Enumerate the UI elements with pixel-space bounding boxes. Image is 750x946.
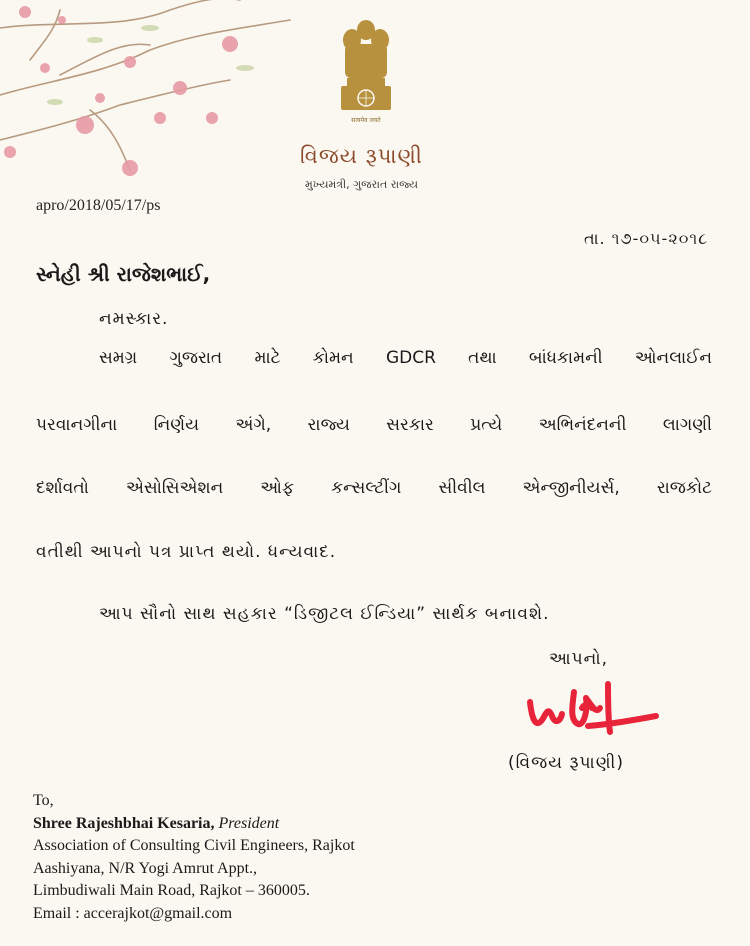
address-line: Limbudiwali Main Road, Rajkot – 360005. xyxy=(33,882,310,899)
letter-date: તા. ૧૭-૦૫-૨૦૧૮ xyxy=(583,229,708,248)
address-line: Aashiyana, N/R Yogi Amrut Appt., xyxy=(33,859,258,877)
recipient-address xyxy=(33,790,355,925)
salutation: સ્નેહી શ્રી રાજેશભાઈ, xyxy=(36,262,211,286)
reference-number: apro/2018/05/17/ps xyxy=(36,197,161,214)
letterhead-title: મુખ્યમંત્રી, ગુજરાત રાજ્ય xyxy=(305,178,419,191)
greeting: નમસ્કાર. xyxy=(99,309,169,329)
recipient-name-line xyxy=(33,813,355,836)
body-line: પરવાનગીના નિર્ણય અંગે, રાજ્ય સરકાર પ્રત્યે અભિનંદનની લાગણી xyxy=(36,415,712,435)
signatory-name: (વિજય રૂપાણી) xyxy=(508,753,625,773)
handwritten-signature-icon xyxy=(522,680,662,742)
address-line: Association of Consulting Civil Engineers, Rajkot xyxy=(33,837,355,854)
complimentary-close: આપનો, xyxy=(549,649,608,669)
closing-line: આપ સૌનો સાથ સહકાર “ડિજીટલ ઈન્ડિયા” સાર્થક બનાવશે. xyxy=(99,604,550,624)
emblem-motto: सत्यमेव जयते xyxy=(351,117,381,124)
recipient-email: Email : accerajkot@gmail.com xyxy=(33,904,233,922)
body-line: દર્શાવતો એસોસિએશન ઓફ કન્સલ્ટીંગ સીવીલ એન્જીનીયર્સ, રાજકોટ xyxy=(36,478,712,498)
cherry-blossom-branch-icon xyxy=(0,0,310,200)
recipient-designation: President xyxy=(218,814,280,832)
state-emblem-icon xyxy=(335,18,397,122)
body-line: સમગ્ર ગુજરાત માટે કોમન GDCR તથા બાંધકામની ઓનલાઈન xyxy=(99,348,712,368)
to-label: To, xyxy=(33,792,54,809)
body-line: વતીથી આપનો પત્ર પ્રાપ્ત થયો. ધન્યવાદ. xyxy=(36,542,337,562)
letterhead-name: વિજય રૂપાણી xyxy=(300,144,423,168)
recipient-name: Shree Rajeshbhai Kesaria, xyxy=(33,814,215,832)
